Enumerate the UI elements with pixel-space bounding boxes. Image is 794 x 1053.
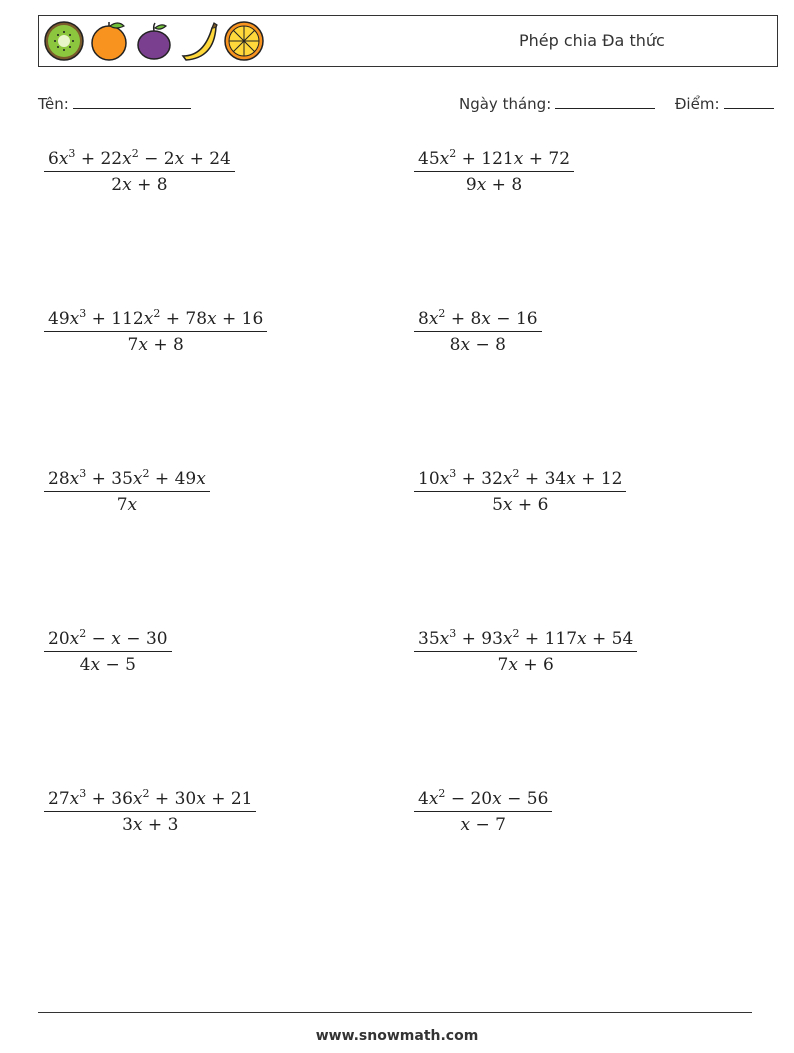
term: + 112 xyxy=(86,309,144,329)
term: + 34 xyxy=(519,469,567,489)
term: − 16 xyxy=(490,309,538,329)
term: + 32 xyxy=(456,469,503,489)
term: 45 xyxy=(418,149,440,169)
orange-slice-icon xyxy=(223,20,265,62)
term: 7 xyxy=(497,655,509,675)
term: 2 xyxy=(111,175,123,195)
term: + 117 xyxy=(519,629,578,649)
variable: x xyxy=(58,149,69,169)
denominator xyxy=(44,332,267,357)
problem-2 xyxy=(414,147,574,197)
variable: x xyxy=(502,495,513,515)
name-field xyxy=(38,94,191,113)
numerator xyxy=(44,147,235,172)
term: 8 xyxy=(449,335,461,355)
numerator xyxy=(414,627,637,652)
term: − 7 xyxy=(470,815,506,835)
variable: x xyxy=(513,149,524,169)
variable: x xyxy=(69,469,80,489)
exponent: 3 xyxy=(68,147,76,160)
variable: x xyxy=(138,335,148,355)
exponent: 3 xyxy=(79,467,87,480)
name-blank[interactable] xyxy=(73,94,191,109)
denominator xyxy=(44,492,210,517)
variable: x xyxy=(69,309,80,329)
numerator xyxy=(44,307,267,332)
denominator xyxy=(44,652,172,677)
variable: x xyxy=(566,469,576,489)
date-label: Ngày tháng: xyxy=(459,95,552,113)
variable: x xyxy=(111,629,121,649)
variable: x xyxy=(481,309,491,329)
term: + 8 xyxy=(445,309,482,329)
problem-8 xyxy=(414,627,637,677)
variable: x xyxy=(428,309,439,329)
numerator xyxy=(414,467,626,492)
numerator xyxy=(44,467,210,492)
variable: x xyxy=(127,495,138,515)
term: + 54 xyxy=(586,629,634,649)
worksheet-header xyxy=(38,15,778,67)
term: 4 xyxy=(79,655,91,675)
variable: x xyxy=(460,815,471,835)
kiwi-icon xyxy=(43,20,85,62)
term: − 5 xyxy=(100,655,136,675)
term: − 20 xyxy=(445,789,493,809)
denominator xyxy=(414,332,542,357)
footer-divider xyxy=(38,1012,752,1013)
term: + 93 xyxy=(456,629,503,649)
variable: x xyxy=(196,789,206,809)
term: 5 xyxy=(492,495,503,515)
term: 6 xyxy=(48,149,59,169)
exponent: 2 xyxy=(142,467,150,480)
term: − 8 xyxy=(470,335,506,355)
worksheet-title: Phép chia Đa thức xyxy=(519,31,665,50)
exponent: 2 xyxy=(438,787,446,800)
problem-1 xyxy=(44,147,235,197)
numerator xyxy=(44,787,256,812)
footer-site[interactable]: www.snowmath.com xyxy=(315,1028,479,1044)
variable: x xyxy=(460,335,471,355)
variable: x xyxy=(207,309,217,329)
score-blank[interactable] xyxy=(724,94,774,109)
term: + 3 xyxy=(142,815,179,835)
term: + 72 xyxy=(523,149,571,169)
term: − xyxy=(86,629,112,649)
term: + 24 xyxy=(184,149,231,169)
numerator xyxy=(414,787,552,812)
term: + 6 xyxy=(512,495,549,515)
term: 3 xyxy=(122,815,133,835)
score-label: Điểm: xyxy=(674,95,720,113)
term: 10 xyxy=(418,469,440,489)
exponent: 2 xyxy=(438,307,446,320)
variable: x xyxy=(439,629,450,649)
variable: x xyxy=(132,815,143,835)
problem-7 xyxy=(44,627,172,677)
exponent: 3 xyxy=(449,627,457,640)
term: 28 xyxy=(48,469,70,489)
variable: x xyxy=(492,789,502,809)
term: − 2 xyxy=(138,149,175,169)
numerator xyxy=(44,627,172,652)
term: + 36 xyxy=(86,789,133,809)
denominator xyxy=(414,652,637,677)
term: 7 xyxy=(116,495,128,515)
term: 35 xyxy=(418,629,440,649)
variable: x xyxy=(502,629,513,649)
term: 49 xyxy=(48,309,70,329)
denominator xyxy=(414,172,574,197)
term: 4 xyxy=(418,789,429,809)
problem-4 xyxy=(414,307,542,357)
fruit-icons xyxy=(43,20,265,64)
variable: x xyxy=(132,469,143,489)
orange-icon xyxy=(88,20,130,62)
term: + 78 xyxy=(160,309,208,329)
exponent: 2 xyxy=(512,627,520,640)
exponent: 3 xyxy=(79,307,87,320)
denominator xyxy=(414,492,626,517)
term: + 6 xyxy=(517,655,554,675)
exponent: 2 xyxy=(79,627,87,640)
exponent: 2 xyxy=(142,787,150,800)
variable: x xyxy=(502,469,513,489)
term: 9 xyxy=(465,175,477,195)
term: + 22 xyxy=(75,149,123,169)
date-blank[interactable] xyxy=(555,94,655,109)
variable: x xyxy=(428,789,439,809)
term: 8 xyxy=(418,309,429,329)
variable: x xyxy=(69,629,80,649)
variable: x xyxy=(439,469,450,489)
term: 7 xyxy=(127,335,139,355)
term: − 56 xyxy=(501,789,549,809)
variable: x xyxy=(476,175,487,195)
date-score-fields xyxy=(459,94,774,113)
term: + 8 xyxy=(147,335,184,355)
variable: x xyxy=(143,309,154,329)
denominator xyxy=(414,812,552,837)
term: + 12 xyxy=(575,469,623,489)
exponent: 2 xyxy=(131,147,139,160)
variable: x xyxy=(508,655,518,675)
term: + 8 xyxy=(131,175,168,195)
variable: x xyxy=(90,655,101,675)
term: + 8 xyxy=(486,175,523,195)
exponent: 2 xyxy=(512,467,520,480)
variable: x xyxy=(439,149,450,169)
term: + 16 xyxy=(216,309,264,329)
term: 27 xyxy=(48,789,70,809)
problem-9 xyxy=(44,787,256,837)
variable: x xyxy=(122,149,132,169)
term: + 21 xyxy=(205,789,253,809)
problem-6 xyxy=(414,467,626,517)
numerator xyxy=(414,147,574,172)
variable: x xyxy=(69,789,80,809)
problem-10 xyxy=(414,787,552,837)
exponent: 3 xyxy=(79,787,87,800)
variable: x xyxy=(196,469,206,489)
variable: x xyxy=(122,175,132,195)
variable: x xyxy=(577,629,587,649)
denominator xyxy=(44,172,235,197)
exponent: 2 xyxy=(449,147,457,160)
problem-3 xyxy=(44,307,267,357)
problem-5 xyxy=(44,467,210,517)
numerator xyxy=(414,307,542,332)
term: + 30 xyxy=(149,789,197,809)
term: − 30 xyxy=(120,629,168,649)
exponent: 3 xyxy=(449,467,457,480)
term: + 121 xyxy=(456,149,514,169)
exponent: 2 xyxy=(153,307,161,320)
term: + 35 xyxy=(86,469,133,489)
term: 20 xyxy=(48,629,70,649)
plum-icon xyxy=(133,20,175,62)
denominator xyxy=(44,812,256,837)
term: + 49 xyxy=(149,469,197,489)
variable: x xyxy=(174,149,185,169)
name-label: Tên: xyxy=(38,95,69,113)
variable: x xyxy=(132,789,143,809)
banana-icon xyxy=(178,20,220,62)
